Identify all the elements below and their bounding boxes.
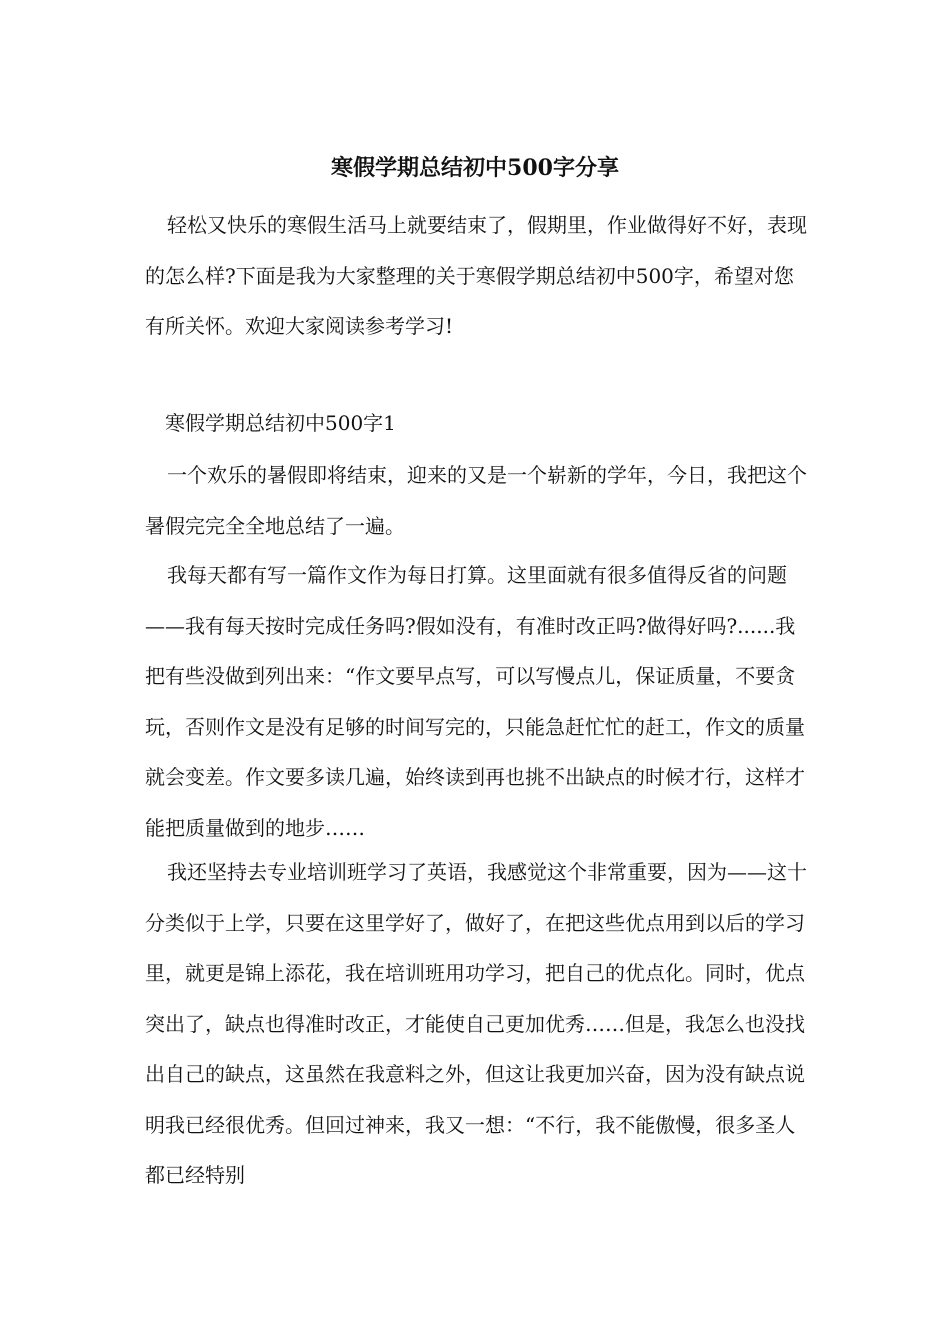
document-title: 寒假学期总结初中500字分享 — [331, 155, 619, 181]
body-paragraph-1: 一个欢乐的暑假即将结束，迎来的又是一个崭新的学年，今日，我把这个暑假完完全全地总结了一遍。 — [145, 463, 807, 538]
section-heading: 寒假学期总结初中500字1 — [165, 411, 396, 435]
body-paragraph-2: 我每天都有写一篇作文作为每日打算。这里面就有很多值得反省的问题——我有每天按时完成任务吗?假如没有，有准时改正吗?做得好吗?......我把有些没做到列出来：“作文要早点写，可以写慢点儿，保证质量，不要贪玩，否则作文是没有足够的时间写完的，只能急赶忙忙的赶工，作文的质量就会变差。作文要多读几遍，始终读到再也挑不出缺点的时候才行，这样才能把质量做到的地步…… — [145, 563, 805, 840]
body-paragraph-3: 我还坚持去专业培训班学习了英语，我感觉这个非常重要，因为——这十分类似于上学，只要在这里学好了，做好了，在把这些优点用到以后的学习里，就更是锦上添花，我在培训班用功学习，把自己的优点化。同时，优点突出了，缺点也得准时改正，才能使自己更加优秀……但是，我怎么也没找出自己的缺点，这虽然在我意料之外，但这让我更加兴奋，因为没有缺点说明我已经很优秀。但回过神来，我又一想：“不行，我不能傲慢，很多圣人都已经特别 — [145, 860, 807, 1187]
intro-paragraph: 轻松又快乐的寒假生活马上就要结束了，假期里，作业做得好不好，表现的怎么样?下面是我为大家整理的关于寒假学期总结初中500字，希望对您有所关怀。欢迎大家阅读参考学习! — [145, 213, 807, 338]
